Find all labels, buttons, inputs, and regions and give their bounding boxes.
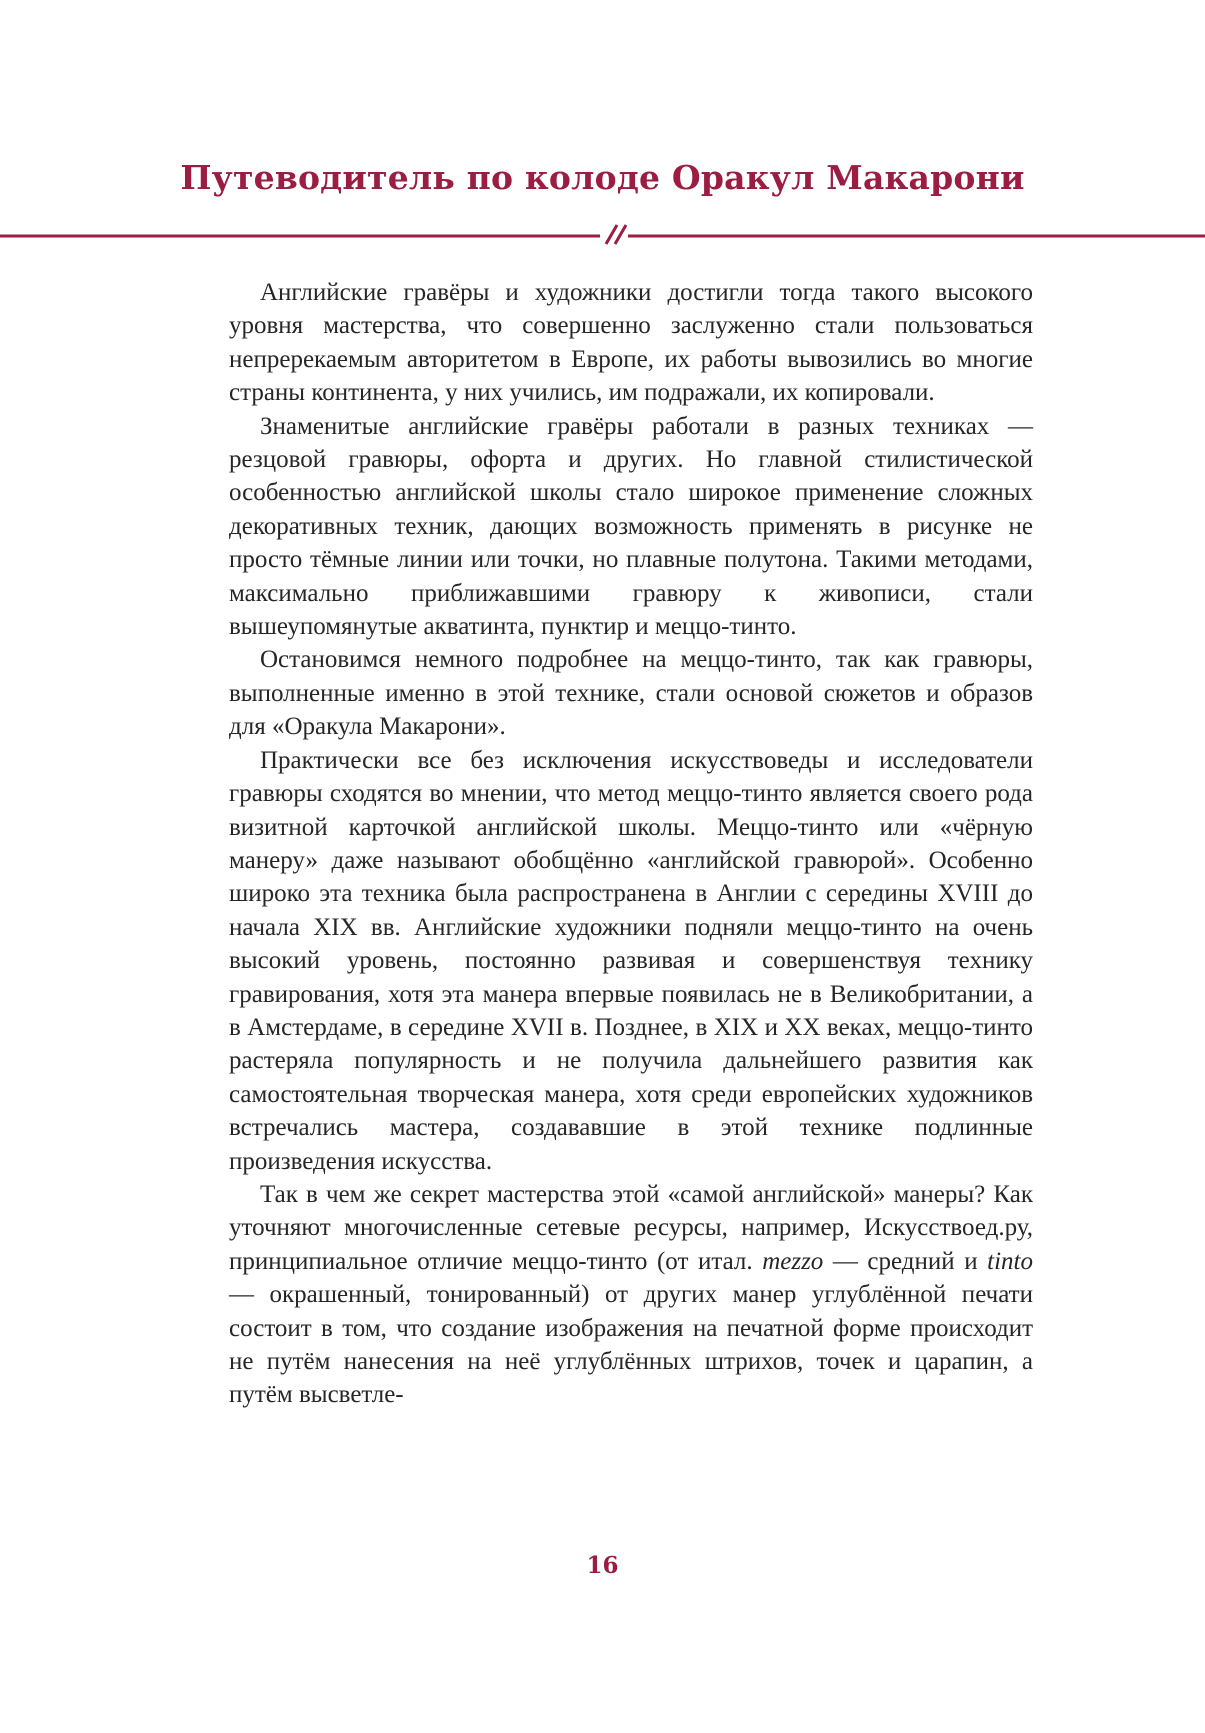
italic-term-mezzo: mezzo	[762, 1247, 824, 1275]
paragraph: Знаменитые английские гравёры работали в разных техниках — резцовой гравюры, офорта и других. Но главной стилистической особенностью английской школы стало широкое применение сложных декоративных техник, дающих возможность применять в рисунке не просто тёмные линии или точки, но плавные полутона. Такими методами, максимально приближавшими гравюру к живописи, стали вышеупомянутые акватинта, пунктир и меццо-тинто.	[229, 412, 1033, 641]
paragraph: Английские гравёры и художники достигли тогда такого высокого уровня мастерства, что совершенно заслуженно стали пользоваться непререкаемым авторитетом в Европе, их работы вывозились во многие страны континента, у них учились, им подражали, их копировали.	[229, 279, 1033, 407]
paragraph-last	[229, 1178, 1033, 1412]
running-header-title: Путеводитель по колоде Оракул Макарони	[180, 158, 1025, 197]
paragraph: Остановимся немного подробнее на меццо-тинто, так как гравюры, выполненные именно в этой технике, стали основой сюжетов и образов для «Оракула Макарони».	[229, 646, 1033, 741]
header-divider-rule	[0, 222, 1205, 246]
text-run: — средний и	[823, 1247, 988, 1275]
paragraph: Практически все без исключения искусствоведы и исследователи гравюры сходятся во мнении, что метод меццо-тинто является своего рода визитной карточкой английской школы. Меццо-тинто или «чёрную манеру» даже называют обобщённо «английской гравюрой». Особенно широко эта техника была распространена в Англии с середины XVIII до начала XIX вв. Английские художники подняли меццо-тинто на очень высокий уровень, постоянно развивая и совершенствуя технику гравирования, хотя эта манера впервые появилась не в Великобритании, а в Амстердаме, в середине XVII в. Позднее, в XIX и XX веках, меццо-тинто растеряла популярность и не получила дальнейшего развития как самостоятельная творческая манера, хотя среди европейских художников встречались мастера, создававшие в этой технике подлинные произведения искусства.	[229, 746, 1033, 1175]
body-text	[229, 276, 1033, 1412]
page-number: 16	[586, 1552, 619, 1579]
text-run: Так в чем же секрет мастерства этой «самой английской» манеры? Как уточняют многочисленные сетевые ресурсы, например, Искусствоед.ру, принципиальное отличие меццо-тинто (от итал.	[229, 1180, 1033, 1275]
italic-term-tinto: tinto	[987, 1247, 1033, 1275]
text-run: — окрашенный, тонированный) от других манер углублённой печати состоит в том, что создание изображения на печатной форме происходит не путём нанесения на неё углублённых штрихов, точек и царапин, а путём высветле-	[229, 1281, 1033, 1409]
